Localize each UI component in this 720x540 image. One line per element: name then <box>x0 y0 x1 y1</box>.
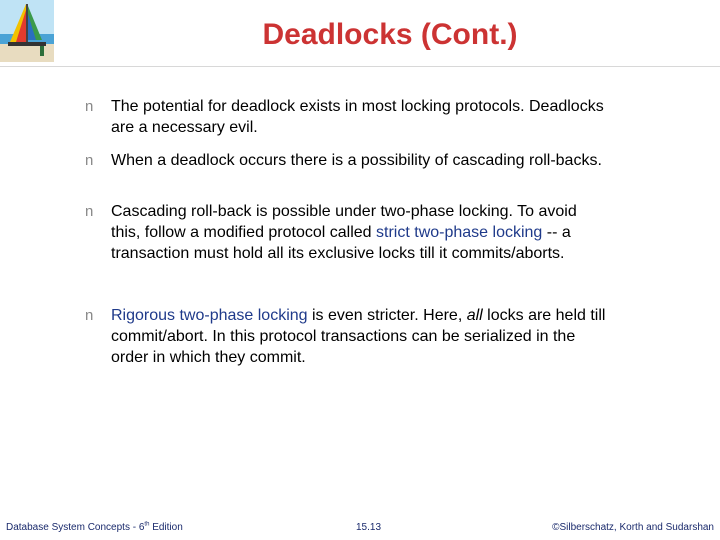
footer-copyright: ©Silberschatz, Korth and Sudarshan <box>552 522 714 533</box>
rigorous-two-phase-locking-term: Rigorous two-phase locking <box>111 307 308 324</box>
bullet-text-segment: Cascading roll-back is possible under two-phase locking. To avoid this, follow a modified protocol called <box>111 203 577 241</box>
footer-book-prefix: Database System Concepts - 6 <box>6 522 145 533</box>
footer-book-sup: th <box>144 521 150 528</box>
bullet-marker-icon: n <box>85 98 94 115</box>
footer-book-suffix: Edition <box>149 522 183 533</box>
bullet-text <box>111 305 606 368</box>
emphasis-all: all <box>466 307 483 324</box>
bullet-text-segment: -- a transaction must hold all its exclusive locks till it commits/aborts. <box>111 224 571 262</box>
bullet-marker-icon: n <box>85 152 94 169</box>
footer-book-title <box>6 522 183 533</box>
strict-two-phase-locking-term: strict two-phase locking <box>376 224 543 241</box>
bullet-marker-icon: n <box>85 307 94 324</box>
slide-title: Deadlocks (Cont.) <box>262 18 518 51</box>
title-divider <box>0 66 720 67</box>
bullet-text: The potential for deadlock exists in most locking protocols. Deadlocks are a necessary evil. <box>111 98 604 136</box>
footer-page-number: 15.13 <box>356 522 382 533</box>
bullet-text <box>111 201 606 264</box>
bullet-text-segment: locks are held till commit/abort. In this protocol transactions can be serialized in the order in which they commit. <box>111 307 606 366</box>
bullet-marker-icon: n <box>85 203 94 220</box>
bullet-text: When a deadlock occurs there is a possibility of cascading roll-backs. <box>111 152 602 169</box>
bullet-text-segment: is even stricter. Here, <box>307 307 467 324</box>
